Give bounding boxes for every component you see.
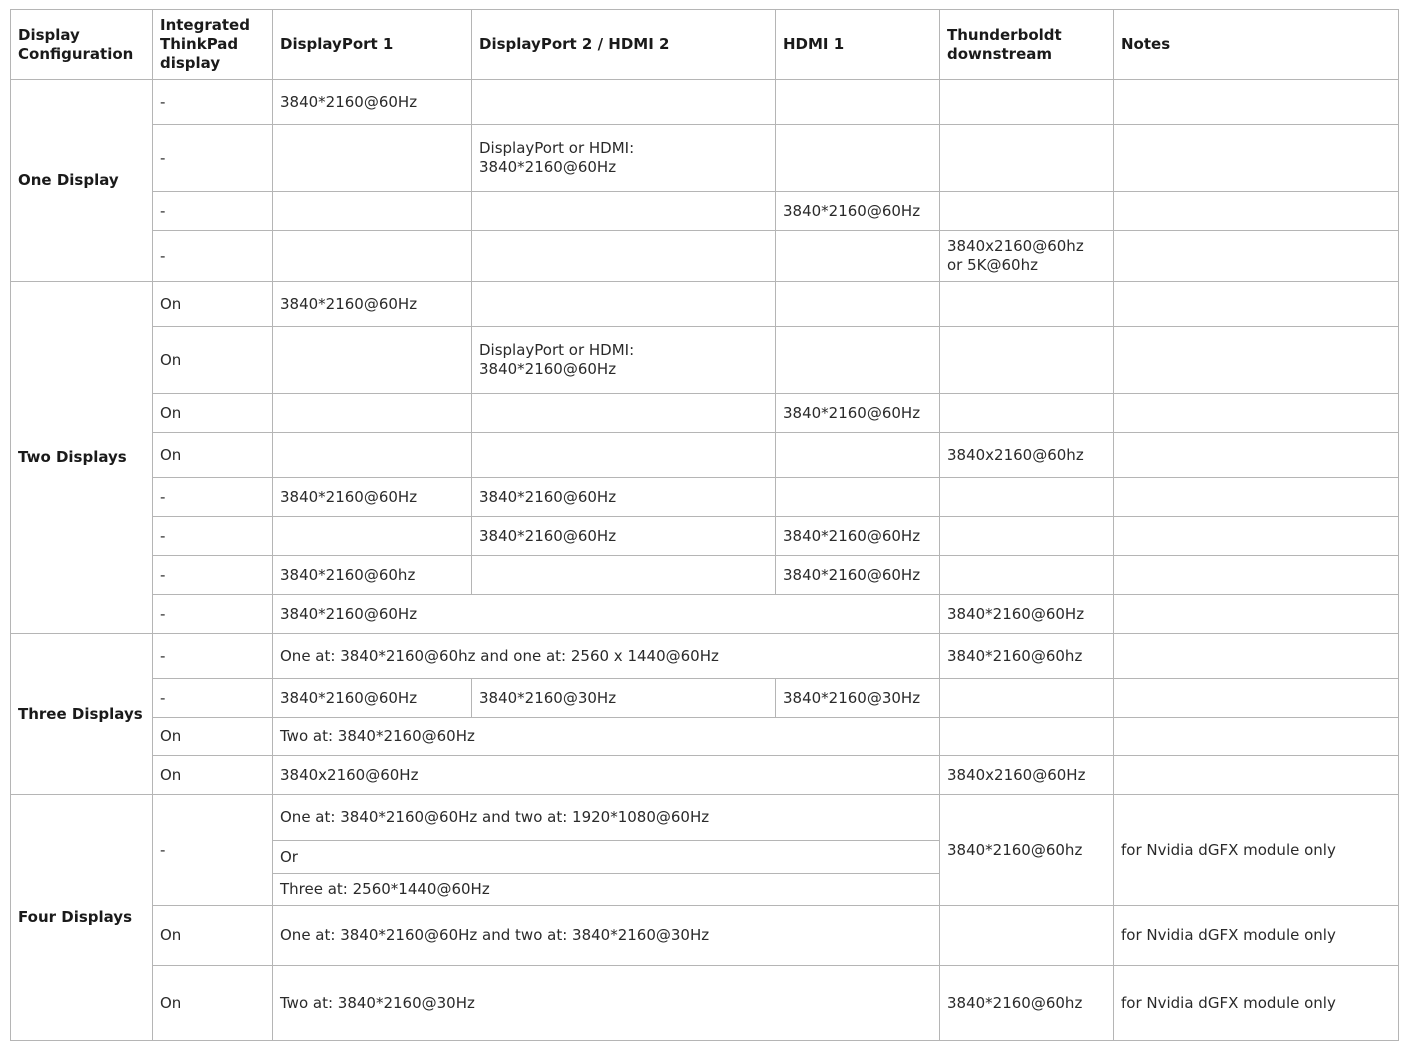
tb-cell: 3840*2160@60hz: [940, 966, 1114, 1041]
integrated-cell: -: [153, 517, 273, 556]
tb-cell: [940, 679, 1114, 718]
tb-cell: 3840x2160@60Hz: [940, 756, 1114, 795]
table-row: [11, 192, 1399, 231]
dp2-cell: [472, 433, 776, 478]
dp2-cell: [472, 231, 776, 282]
dp2-cell: [472, 80, 776, 125]
dp1-cell: [273, 394, 472, 433]
notes-cell: [1114, 125, 1399, 192]
hdmi1-cell: [776, 231, 940, 282]
integrated-cell: -: [153, 634, 273, 679]
hdmi1-cell: 3840*2160@60Hz: [776, 517, 940, 556]
header-row: [11, 10, 1399, 80]
table-row: [11, 795, 1399, 906]
notes-cell: for Nvidia dGFX module only: [1114, 906, 1399, 966]
dp2-cell: [472, 192, 776, 231]
table-row: [11, 394, 1399, 433]
tb-cell: [940, 327, 1114, 394]
integrated-cell: On: [153, 966, 273, 1041]
ports-span-cell: One at: 3840*2160@60Hz and two at: 3840*2160@30Hz: [273, 906, 940, 966]
dp1-cell: [273, 192, 472, 231]
hdmi1-cell: [776, 433, 940, 478]
table-row: [11, 327, 1399, 394]
notes-cell: [1114, 718, 1399, 756]
integrated-cell: -: [153, 556, 273, 595]
dp2-cell: DisplayPort or HDMI: 3840*2160@60Hz: [472, 125, 776, 192]
hdmi1-cell: [776, 80, 940, 125]
tb-cell: [940, 517, 1114, 556]
dp2-cell: 3840*2160@60Hz: [472, 478, 776, 517]
notes-cell: [1114, 556, 1399, 595]
tb-cell: [940, 282, 1114, 327]
header-hdmi-1: HDMI 1: [776, 10, 940, 80]
tb-cell: [940, 478, 1114, 517]
notes-cell: [1114, 192, 1399, 231]
tb-cell: 3840*2160@60hz: [940, 634, 1114, 679]
notes-cell: [1114, 679, 1399, 718]
ports-span-cell: Two at: 3840*2160@60Hz: [273, 718, 940, 756]
table-row: [11, 679, 1399, 718]
table-row: [11, 718, 1399, 756]
hdmi1-cell: 3840*2160@30Hz: [776, 679, 940, 718]
dp2-cell: 3840*2160@60Hz: [472, 517, 776, 556]
dp1-cell: [273, 433, 472, 478]
integrated-cell: On: [153, 906, 273, 966]
integrated-cell: -: [153, 80, 273, 125]
integrated-cell: On: [153, 433, 273, 478]
option-line: One at: 3840*2160@60Hz and two at: 1920*1080@60Hz: [280, 808, 710, 826]
notes-cell: [1114, 478, 1399, 517]
notes-cell: for Nvidia dGFX module only: [1114, 795, 1399, 906]
tb-cell: [940, 192, 1114, 231]
table-row: [11, 517, 1399, 556]
hdmi1-cell: [776, 282, 940, 327]
integrated-cell: -: [153, 679, 273, 718]
tb-cell: 3840x2160@60hz: [940, 433, 1114, 478]
header-displayport-2-hdmi-2: DisplayPort 2 / HDMI 2: [472, 10, 776, 80]
header-displayport-1: DisplayPort 1: [273, 10, 472, 80]
dp2-cell: [472, 282, 776, 327]
tb-cell: 3840*2160@60hz: [940, 795, 1114, 906]
integrated-cell: -: [153, 795, 273, 906]
table-row: [11, 478, 1399, 517]
tb-cell: [940, 394, 1114, 433]
group-four-displays: Four Displays: [11, 795, 153, 1041]
integrated-cell: On: [153, 756, 273, 795]
notes-cell: [1114, 80, 1399, 125]
tb-cell: 3840x2160@60hz or 5K@60hz: [940, 231, 1114, 282]
ports-span-cell: Two at: 3840*2160@30Hz: [273, 966, 940, 1041]
notes-cell: [1114, 282, 1399, 327]
table-row: [11, 595, 1399, 634]
notes-cell: [1114, 517, 1399, 556]
hdmi1-cell: 3840*2160@60Hz: [776, 556, 940, 595]
ports-span-cell: 3840x2160@60Hz: [273, 756, 940, 795]
option-line: Or: [273, 840, 939, 873]
dp1-cell: 3840*2160@60Hz: [273, 478, 472, 517]
header-thunderbolt-downstream: Thunderboldt downstream: [940, 10, 1114, 80]
dp1-cell: [273, 517, 472, 556]
table-row: [11, 282, 1399, 327]
option-line: Three at: 2560*1440@60Hz: [273, 873, 939, 905]
ports-span-cell: [273, 795, 940, 906]
tb-cell: [940, 718, 1114, 756]
table-row: [11, 125, 1399, 192]
integrated-cell: -: [153, 595, 273, 634]
dp2-cell: DisplayPort or HDMI: 3840*2160@60Hz: [472, 327, 776, 394]
table-row: [11, 966, 1399, 1041]
table-row: [11, 80, 1399, 125]
hdmi1-cell: [776, 327, 940, 394]
tb-cell: [940, 906, 1114, 966]
integrated-cell: On: [153, 718, 273, 756]
table-row: [11, 231, 1399, 282]
dp2-cell: [472, 394, 776, 433]
tb-cell: [940, 556, 1114, 595]
notes-cell: [1114, 394, 1399, 433]
dp2-cell: [472, 556, 776, 595]
integrated-cell: On: [153, 282, 273, 327]
tb-cell: [940, 125, 1114, 192]
tb-cell: [940, 80, 1114, 125]
header-display-configuration: Display Configuration: [11, 10, 153, 80]
table-row: [11, 556, 1399, 595]
integrated-cell: -: [153, 478, 273, 517]
header-integrated-display: Integrated ThinkPad display: [153, 10, 273, 80]
table-row: [11, 634, 1399, 679]
integrated-cell: On: [153, 394, 273, 433]
dp1-cell: [273, 327, 472, 394]
options-stack: [273, 795, 939, 905]
dp1-cell: 3840*2160@60Hz: [273, 282, 472, 327]
dp1-cell: [273, 125, 472, 192]
table-row: [11, 906, 1399, 966]
group-one-display: One Display: [11, 80, 153, 282]
notes-cell: for Nvidia dGFX module only: [1114, 966, 1399, 1041]
dp1-cell: 3840*2160@60Hz: [273, 679, 472, 718]
table-row: [11, 756, 1399, 795]
notes-cell: [1114, 327, 1399, 394]
hdmi1-cell: [776, 478, 940, 517]
dp1-cell: 3840*2160@60Hz: [273, 80, 472, 125]
dp2-cell: 3840*2160@30Hz: [472, 679, 776, 718]
hdmi1-cell: 3840*2160@60Hz: [776, 394, 940, 433]
notes-cell: [1114, 595, 1399, 634]
dp1-cell: 3840*2160@60hz: [273, 556, 472, 595]
notes-cell: [1114, 756, 1399, 795]
hdmi1-cell: 3840*2160@60Hz: [776, 192, 940, 231]
display-config-table: [10, 9, 1399, 1041]
ports-span-cell: 3840*2160@60Hz: [273, 595, 940, 634]
notes-cell: [1114, 231, 1399, 282]
group-three-displays: Three Displays: [11, 634, 153, 795]
integrated-cell: On: [153, 327, 273, 394]
header-notes: Notes: [1114, 10, 1399, 80]
integrated-cell: -: [153, 231, 273, 282]
integrated-cell: -: [153, 192, 273, 231]
group-two-displays: Two Displays: [11, 282, 153, 634]
dp1-cell: [273, 231, 472, 282]
hdmi1-cell: [776, 125, 940, 192]
notes-cell: [1114, 433, 1399, 478]
tb-cell: 3840*2160@60Hz: [940, 595, 1114, 634]
table-row: [11, 433, 1399, 478]
notes-cell: [1114, 634, 1399, 679]
integrated-cell: -: [153, 125, 273, 192]
ports-span-cell: One at: 3840*2160@60hz and one at: 2560 x 1440@60Hz: [273, 634, 940, 679]
